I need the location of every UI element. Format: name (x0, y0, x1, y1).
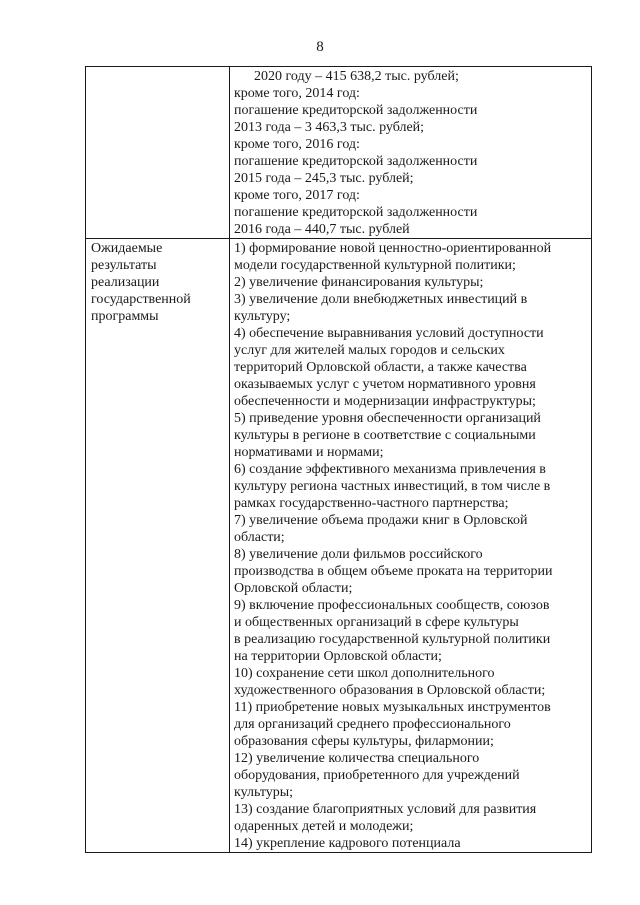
list-item-line: 9) включение профессиональных сообществ, союзов (234, 598, 550, 613)
label-line: Ожидаемые (91, 241, 163, 256)
empty-label-cell (86, 67, 230, 239)
list-item-line: 6) создание эффективного механизма привлечения в (234, 462, 546, 477)
list-item-line: 13) создание благоприятных условий для развития (234, 802, 537, 817)
list-item-line: территорий Орловской области, а также качества (234, 360, 527, 375)
list-item-line: производства в общем объеме проката на территории (234, 564, 553, 579)
list-item-line: культуры в регионе в соответствие с социальными (234, 428, 536, 443)
results-label-cell (86, 239, 230, 853)
list-item-line: рамках государственно-частного партнерства; (234, 496, 509, 511)
finance-cell (230, 67, 592, 239)
list-item-line: услуг для жителей малых городов и сельских (234, 343, 505, 358)
list-item-line: оказываемых услуг с учетом нормативного уровня (234, 377, 536, 392)
list-item-line: 8) увеличение доли фильмов российского (234, 547, 483, 562)
text-line: погашение кредиторской задолженности (234, 154, 478, 169)
list-item-line: 2) увеличение финансирования культуры; (234, 275, 484, 290)
list-item-line: культуру; (234, 309, 291, 324)
list-item-line: образования сферы культуры, филармонии; (234, 734, 494, 749)
label-line: программы (91, 309, 159, 324)
list-item-line: нормативами и нормами; (234, 445, 384, 460)
text-line: погашение кредиторской задолженности (234, 205, 478, 220)
list-item-line: культуры; (234, 785, 294, 800)
program-passport-table (85, 66, 592, 853)
list-item-line: на территории Орловской области; (234, 649, 442, 664)
list-item-line: художественного образования в Орловской области; (234, 683, 546, 698)
list-item-line: для организаций среднего профессионального (234, 717, 511, 732)
text-line: 2015 года – 245,3 тыс. рублей; (234, 171, 414, 186)
list-item-line: и общественных организаций в сфере культуры (234, 615, 519, 630)
text-line: 2020 году – 415 638,2 тыс. рублей; (254, 69, 459, 84)
list-item-line: 14) укрепление кадрового потенциала (234, 836, 461, 851)
label-line: реализации (91, 275, 160, 290)
text-line: 2016 года – 440,7 тыс. рублей (234, 222, 410, 237)
list-item-line: Орловской области; (234, 581, 353, 596)
text-line: кроме того, 2014 год: (234, 86, 360, 101)
results-cell (230, 239, 592, 853)
finance-text (230, 67, 591, 238)
list-item-line: модели государственной культурной политики; (234, 258, 516, 273)
list-item-line: культуру региона частных инвестиций, в том числе в (234, 479, 551, 494)
page-number: 8 (316, 39, 324, 55)
table-row-expected-results (86, 239, 592, 853)
results-label (86, 239, 229, 325)
results-list (230, 239, 591, 852)
text-line: погашение кредиторской задолженности (234, 103, 478, 118)
list-item-line: 10) сохранение сети школ дополнительного (234, 666, 495, 681)
list-item-line: 3) увеличение доли внебюджетных инвестиций в (234, 292, 528, 307)
label-line: результаты (91, 258, 157, 273)
list-item-line: 5) приведение уровня обеспеченности организаций (234, 411, 541, 426)
list-item-line: области; (234, 530, 285, 545)
list-item-line: в реализацию государственной культурной политики (234, 632, 551, 647)
list-item-line: оборудования, приобретенного для учреждений (234, 768, 520, 783)
label-line: государственной (91, 292, 191, 307)
list-item-line: 1) формирование новой ценностно-ориентированной (234, 241, 552, 256)
list-item-line: 7) увеличение объема продажи книг в Орловской (234, 513, 528, 528)
list-item-line: одаренных детей и молодежи; (234, 819, 414, 834)
text-line: кроме того, 2017 год: (234, 188, 360, 203)
list-item-line: обеспеченности и модернизации инфраструктуры; (234, 394, 536, 409)
text-line: кроме того, 2016 год: (234, 137, 360, 152)
table-row-finance (86, 67, 592, 239)
list-item-line: 11) приобретение новых музыкальных инструментов (234, 700, 551, 715)
text-line: 2013 года – 3 463,3 тыс. рублей; (234, 120, 425, 135)
list-item-line: 12) увеличение количества специального (234, 751, 480, 766)
list-item-line: 4) обеспечение выравнивания условий доступности (234, 326, 544, 341)
